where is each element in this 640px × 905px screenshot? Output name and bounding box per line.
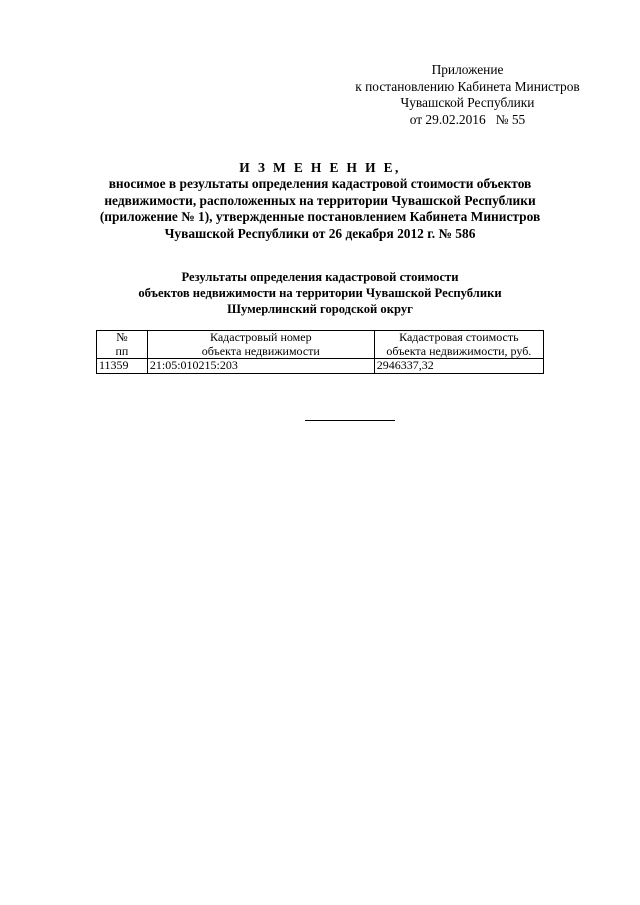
appendix-line: Чувашской Республики [400,95,535,111]
table-caption [80,269,560,317]
title-heading: И З М Е Н Е Н И Е, [239,160,401,175]
cell-cadastral-value: 2946337,32 [374,359,543,374]
appendix-reference [340,62,595,128]
document-title [80,160,560,242]
cell-cadastral-number: 21:05:010215:203 [147,359,374,374]
column-header-cadastral-value: Кадастровая стоимость объекта недвижимости, руб. [374,331,543,359]
title-line: Чувашской Республики от 26 декабря 2012 г. № 586 [164,225,476,241]
closing-divider [305,420,395,421]
table-row [97,359,544,374]
cell-row-number: 11359 [97,359,148,374]
caption-line: Шумерлинский городской округ [227,302,413,316]
table-header-row [97,331,544,359]
title-line: недвижимости, расположенных на территории Чувашской Республики [104,192,536,208]
appendix-line: Приложение [431,62,504,77]
appendix-line: к постановлению Кабинета Министров [355,78,580,94]
caption-line: Результаты определения кадастровой стоимости [181,270,459,284]
title-line: (приложение № 1), утвержденные постановлением Кабинета Министров [99,209,541,225]
column-header-cadastral-number: Кадастровый номер объекта недвижимости [147,331,374,359]
appendix-date-line: от 29.02.2016 № 55 [409,111,526,127]
title-line: вносимое в результаты определения кадастровой стоимости объектов [108,176,532,192]
column-header-number: № пп [97,331,148,359]
cadastral-value-table [96,330,544,374]
caption-line: объектов недвижимости на территории Чувашской Республики [138,286,502,300]
